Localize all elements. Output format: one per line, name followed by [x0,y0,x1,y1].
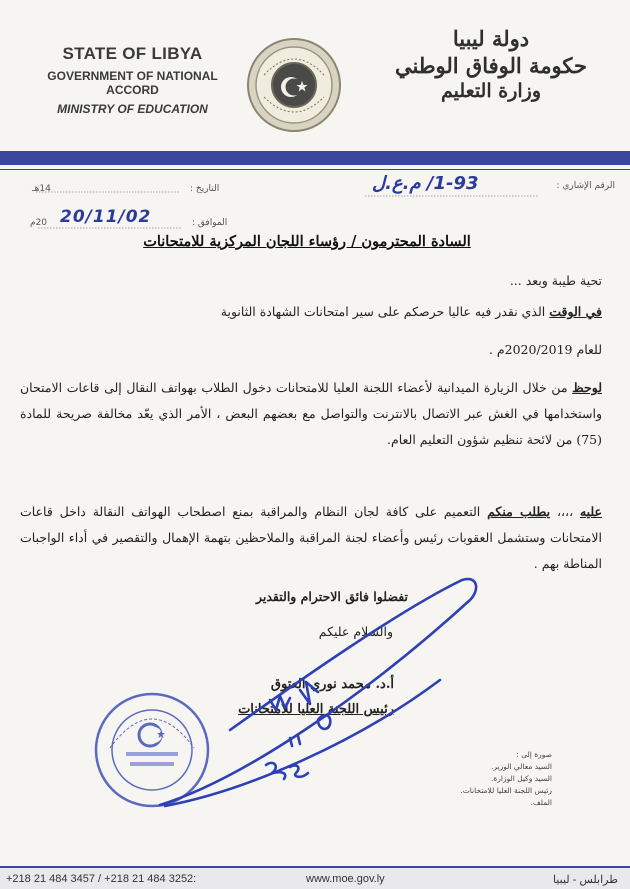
paragraph-3-lead: عليه [579,504,603,519]
header-government-ar: حكومة الوفاق الوطني [394,53,587,78]
header-ministry-ar: وزارة التعليم [440,80,541,102]
paragraph-3-bold: يطلب منكم [487,504,551,519]
header-government: GOVERNMENT OF NATIONAL ACCORD [47,69,218,97]
paragraph-2-text: من خلال الزيارة الميدانية لأعضاء اللجنة العليا للامتحانات دخول الطلاب بهواتف النقال إلى قاعات الامتحان واستخدامها في الغش عبر الاتصال بالانترنت والتواصل مع بعضهم البعض ، الأمر الذي يعّد مخالفة صريحة للمادة (75) من لائحة تنظيم شؤون التعليم العام. [20,380,602,447]
paragraph-3-mid: ،،،، [550,504,580,519]
date-label: التاريخ : [190,184,220,194]
reference-label: الرقم الإشاري : [556,181,615,191]
gregorian-date: 20/11/02 [60,207,152,227]
letter-recipients: السادة المحترمون / رؤساء اللجان المركزية للامتحانات [143,233,471,250]
copy-to-file: الملف. [530,798,552,807]
letter-footer [0,866,630,889]
header-state: STATE OF LIBYA [62,44,203,63]
copy-to-committee-head: رئيس اللجنة العليا للامتحانات. [460,786,552,795]
footer-website: www.moe.gov.ly [306,873,385,885]
gregorian-suffix: 20م [30,218,48,228]
paragraph-1-text: الذي نقدر فيه عاليا حرصكم على سير امتحانات الشهادة الثانوية [220,304,550,319]
copy-to-label: صورة إلى : [516,750,552,759]
header-state-ar: دولة ليبيا [452,26,530,51]
copy-to-undersecretary: السيد وكيل الوزارة. [490,774,552,783]
copy-to-minister: السيد معالي الوزير. [491,762,552,771]
footer-city: طرابلس - ليبيا [552,874,618,886]
signatory-name: أ.د. محمد نوري العتوق [270,677,394,692]
paragraph-2-lead: لوحظ [572,380,602,395]
closing-salutation: والسلام عليكم [318,624,393,639]
paragraph-3-text: التعميم على كافة لجان النظام والمراقبة بمنع اصطحاب الهواتف النقالة داخل قاعات الامتحانات وستشمل العقوبات رئيس وأعضاء لجنة المراقبة والملاحظين بتهمة الإهمال والتقصير في أداء الواجبات المناطة بهم . [20,504,602,571]
closing-respects: تفضلوا فائق الاحترام والتقدير [255,589,408,604]
reference-number: 1-93/ م.ع.ل [372,173,479,194]
footer-phones: +218 21 484 3457 / +218 21 484 3252: [6,873,197,885]
corresponding-label: الموافق : [192,218,228,228]
copy-to-list [432,749,552,809]
paragraph-1-line2: للعام 2020/2019م . [488,342,602,357]
signatory-title: رئيس اللجنة العليا للامتحانات [238,702,394,717]
greeting: تحية طيبة وبعد ... [509,273,602,288]
paragraph-1-lead: في الوقت [549,304,602,319]
hijri-suffix: 14هـ [32,184,51,194]
header-ministry: MINISTRY OF EDUCATION [57,102,208,116]
